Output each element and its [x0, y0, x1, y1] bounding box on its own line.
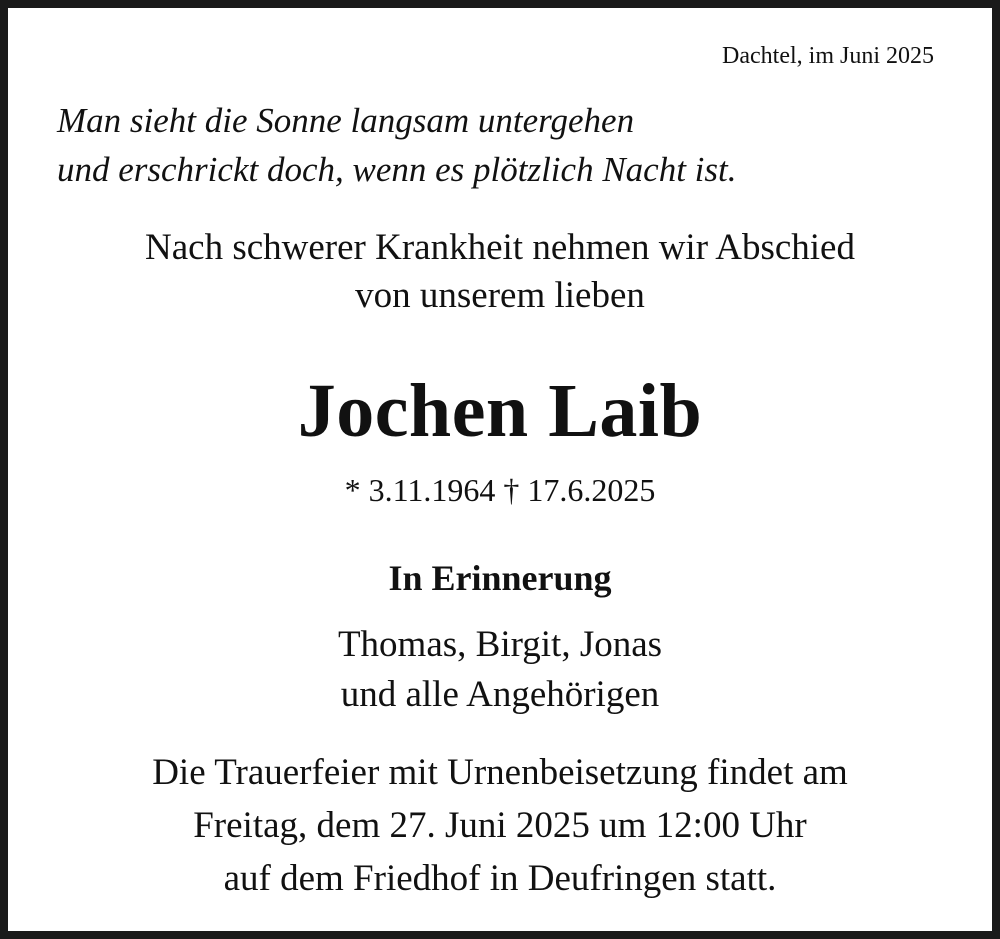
motto-quote	[57, 96, 737, 194]
mourners-line-2: und alle Angehörigen	[340, 674, 660, 715]
intro-line-2: von unserem lieben	[355, 275, 645, 316]
motto-line-2: und erschrickt doch, wenn es plötzlich Nacht ist.	[57, 150, 737, 189]
service-line-1: Die Trauerfeier mit Urnenbeisetzung findet am	[152, 752, 848, 793]
place-date: Dachtel, im Juni 2025	[722, 43, 934, 69]
service-line-2: Freitag, dem 27. Juni 2025 um 12:00 Uhr	[193, 805, 807, 846]
service-line-3: auf dem Friedhof in Deufringen statt.	[223, 858, 777, 899]
service-info	[16, 746, 984, 905]
mourners-line-1: Thomas, Birgit, Jonas	[337, 624, 663, 665]
life-dates: * 3.11.1964 † 17.6.2025	[344, 472, 656, 508]
motto-line-1: Man sieht die Sonne langsam untergehen	[57, 101, 635, 140]
intro-line-1: Nach schwerer Krankheit nehmen wir Abschied	[145, 227, 855, 268]
mourners	[16, 620, 984, 720]
deceased-name: Jochen Laib	[297, 369, 703, 453]
intro-text	[16, 224, 984, 320]
memory-heading: In Erinnerung	[388, 558, 612, 598]
